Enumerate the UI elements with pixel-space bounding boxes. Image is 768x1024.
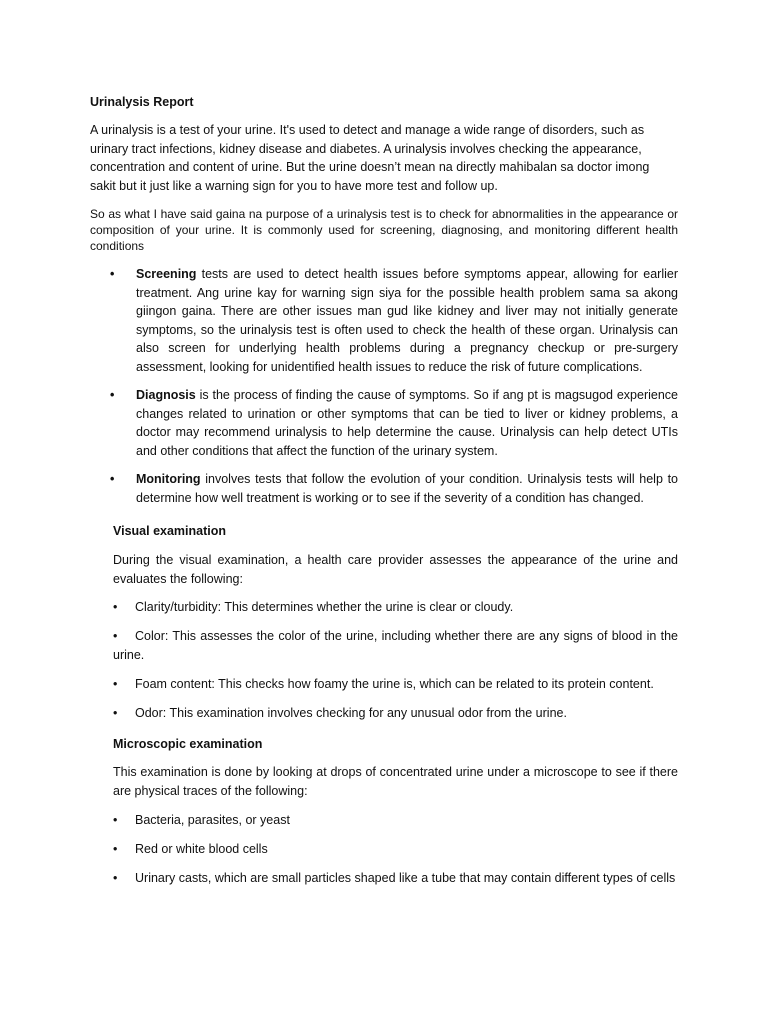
term-screening: Screening (136, 267, 197, 281)
term-description: is the process of finding the cause of symptoms. So if ang pt is magsugod experience changes related to urination or other symptoms that can be tied to liver or kidney problems, a doctor may recommend urinalysis to help determine the cause. Urinalysis can help detect UTIs and other conditions that affect the function of the urinary system. (136, 388, 678, 458)
bullet-icon: • (113, 706, 118, 720)
term-description: involves tests that follow the evolution of your condition. Urinalysis tests will help to determine how well treatment is working or to see if the severity of a condition has changed. (136, 472, 678, 505)
term-monitoring: Monitoring (136, 472, 201, 486)
list-item: • Red or white blood cells (113, 840, 678, 859)
list-item: • Odor: This examination involves checking for any unusual odor from the urine. (113, 704, 678, 723)
microscopic-exam-heading: Microscopic examination (113, 737, 263, 751)
list-item: • Bacteria, parasites, or yeast (113, 811, 678, 830)
list-item: • Urinary casts, which are small particles shaped like a tube that may contain different types of cells (113, 869, 678, 888)
bullet-icon: • (113, 629, 118, 643)
intro-paragraph: A urinalysis is a test of your urine. It's used to detect and manage a wide range of disorders, such as urinary tract infections, kidney disease and diabetes. A urinalysis involves checking the appearance, concentration and content of urine. But the urine doesn’t mean na directly mahibalan sa doctor imong sakit but it just like a warning sign for you to have more test and follow up. (90, 123, 650, 193)
list-item (110, 470, 678, 507)
bullet-icon: • (113, 813, 118, 827)
list-item (110, 386, 678, 460)
uses-list (110, 265, 678, 517)
list-item: • Clarity/turbidity: This determines whether the urine is clear or cloudy. (113, 598, 678, 617)
bullet-icon: • (113, 842, 118, 856)
purpose-paragraph: So as what I have said gaina na purpose of a urinalysis test is to check for abnormalities in the appearance or composition of your urine. It is commonly used for screening, diagnosing, and monitoring different health conditions (90, 207, 678, 253)
list-item (110, 265, 678, 376)
list-item: • Color: This assesses the color of the urine, including whether there are any signs of blood in the urine. (113, 629, 678, 662)
bullet-icon: • (113, 600, 118, 614)
visual-exam-intro: During the visual examination, a health care provider assesses the appearance of the urine and evaluates the following: (113, 553, 678, 586)
bullet-icon: • (113, 871, 118, 885)
visual-exam-heading: Visual examination (113, 524, 227, 538)
list-item: • Foam content: This checks how foamy the urine is, which can be related to its protein content. (113, 675, 678, 694)
bullet-icon: • (113, 677, 118, 691)
bullet-icon: • (110, 472, 115, 486)
bullet-icon: • (110, 388, 115, 402)
term-description: tests are used to detect health issues before symptoms appear, allowing for earlier treatment. Ang urine kay for warning sign siya for the possible health problem sama sa akong giingon gaina. There are other issues man gud like kidney and liver may not initially generate symptoms, so the urinalysis test is often used to check the health of these organ. Urinalysis can also screen for underlying health problems during a pregnancy checkup or pre-surgery assessment, looking for unidentified health issues to reduce the risk of future complications. (136, 267, 678, 374)
microscopic-exam-intro: This examination is done by looking at drops of concentrated urine under a microscope to see if there are physical traces of the following: (113, 765, 678, 798)
bullet-icon: • (110, 267, 115, 281)
term-diagnosis: Diagnosis (136, 388, 196, 402)
report-title: Urinalysis Report (90, 95, 194, 109)
